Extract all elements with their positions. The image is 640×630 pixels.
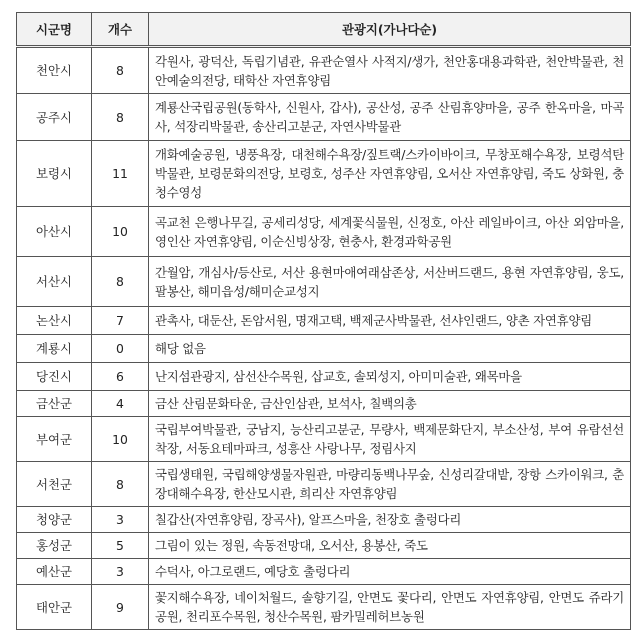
table-row xyxy=(17,585,631,630)
sites-cell: 곡교천 은행나무길, 공세리성당, 세계꽃식물원, 신정호, 아산 레일바이크, 아산 외암마을, 영인산 자연휴양림, 이순신빙상장, 현충사, 환경과학공원 xyxy=(149,207,631,257)
table-row xyxy=(17,207,631,257)
count-cell: 11 xyxy=(92,141,149,207)
count-cell: 10 xyxy=(92,417,149,462)
region-cell: 서천군 xyxy=(17,462,92,507)
sites-cell: 수덕사, 아그로랜드, 예당호 출렁다리 xyxy=(149,559,631,585)
sites-cell: 각원사, 광덕산, 독립기념관, 유관순열사 사적지/생가, 천안홍대용과학관, 천안박물관, 천안예술의전당, 태학산 자연휴양림 xyxy=(149,47,631,94)
sites-cell: 국립생태원, 국립해양생물자원관, 마량리동백나무숲, 신성리갈대밭, 장항 스카이워크, 춘장대해수욕장, 한산모시관, 희리산 자연휴양림 xyxy=(149,462,631,507)
table-row xyxy=(17,307,631,335)
table-row xyxy=(17,94,631,141)
table-row xyxy=(17,363,631,391)
region-cell: 보령시 xyxy=(17,141,92,207)
region-cell: 태안군 xyxy=(17,585,92,630)
sites-cell: 관촉사, 대둔산, 돈암서원, 명재고택, 백제군사박물관, 선샤인랜드, 양촌 자연휴양림 xyxy=(149,307,631,335)
table-row xyxy=(17,533,631,559)
region-cell: 홍성군 xyxy=(17,533,92,559)
count-cell: 5 xyxy=(92,533,149,559)
table-row xyxy=(17,141,631,207)
count-cell: 8 xyxy=(92,94,149,141)
sites-cell: 난지섬관광지, 삼선산수목원, 삽교호, 솔뫼성지, 아미미술관, 왜목마을 xyxy=(149,363,631,391)
table-row xyxy=(17,462,631,507)
sites-cell: 계룡산국립공원(동학사, 신원사, 갑사), 공산성, 공주 산림휴양마을, 공주 한옥마을, 마곡사, 석장리박물관, 송산리고분군, 자연사박물관 xyxy=(149,94,631,141)
count-cell: 8 xyxy=(92,47,149,94)
sites-cell: 해당 없음 xyxy=(149,335,631,363)
tourist-sites-table xyxy=(16,12,631,630)
sites-cell: 금산 산림문화타운, 금산인삼관, 보석사, 칠백의총 xyxy=(149,391,631,417)
region-cell: 천안시 xyxy=(17,47,92,94)
count-cell: 0 xyxy=(92,335,149,363)
sites-cell: 칠갑산(자연휴양림, 장곡사), 알프스마을, 천장호 출렁다리 xyxy=(149,507,631,533)
region-cell: 청양군 xyxy=(17,507,92,533)
region-cell: 서산시 xyxy=(17,257,92,307)
region-cell: 당진시 xyxy=(17,363,92,391)
region-cell: 아산시 xyxy=(17,207,92,257)
header-count: 개수 xyxy=(92,13,149,47)
header-sites: 관광지(가나다순) xyxy=(149,13,631,47)
sites-cell: 꽃지해수욕장, 네이처월드, 솔향기길, 안면도 꽃다리, 안면도 자연휴양림, 안면도 쥬라기공원, 천리포수목원, 청산수목원, 팜카밀레허브농원 xyxy=(149,585,631,630)
region-cell: 예산군 xyxy=(17,559,92,585)
table-row xyxy=(17,417,631,462)
count-cell: 8 xyxy=(92,257,149,307)
table-body xyxy=(17,47,631,630)
region-cell: 논산시 xyxy=(17,307,92,335)
table-row xyxy=(17,47,631,94)
count-cell: 9 xyxy=(92,585,149,630)
count-cell: 4 xyxy=(92,391,149,417)
count-cell: 8 xyxy=(92,462,149,507)
table-row xyxy=(17,335,631,363)
sites-cell: 간월암, 개심사/등산로, 서산 용현마애여래삼존상, 서산버드랜드, 용현 자연휴양림, 웅도, 팔봉산, 해미읍성/해미순교성지 xyxy=(149,257,631,307)
table-row xyxy=(17,559,631,585)
count-cell: 10 xyxy=(92,207,149,257)
sites-cell: 그림이 있는 정원, 속동전망대, 오서산, 용봉산, 죽도 xyxy=(149,533,631,559)
header-region: 시군명 xyxy=(17,13,92,47)
count-cell: 7 xyxy=(92,307,149,335)
region-cell: 부여군 xyxy=(17,417,92,462)
count-cell: 3 xyxy=(92,559,149,585)
count-cell: 3 xyxy=(92,507,149,533)
sites-cell: 국립부여박물관, 궁남지, 능산리고분군, 무량사, 백제문화단지, 부소산성, 부여 유람선선착장, 서동요테마파크, 성흥산 사랑나무, 정림사지 xyxy=(149,417,631,462)
table-row xyxy=(17,391,631,417)
table-header-row xyxy=(17,13,631,47)
sites-cell: 개화예술공원, 냉풍욕장, 대천해수욕장/짚트랙/스카이바이크, 무창포해수욕장, 보령석탄박물관, 보령문화의전당, 보령호, 성주산 자연휴양림, 오서산 자연휴양림, 죽도 상화원, 충청수영성 xyxy=(149,141,631,207)
region-cell: 금산군 xyxy=(17,391,92,417)
count-cell: 6 xyxy=(92,363,149,391)
table-row xyxy=(17,507,631,533)
region-cell: 계룡시 xyxy=(17,335,92,363)
table-row xyxy=(17,257,631,307)
region-cell: 공주시 xyxy=(17,94,92,141)
